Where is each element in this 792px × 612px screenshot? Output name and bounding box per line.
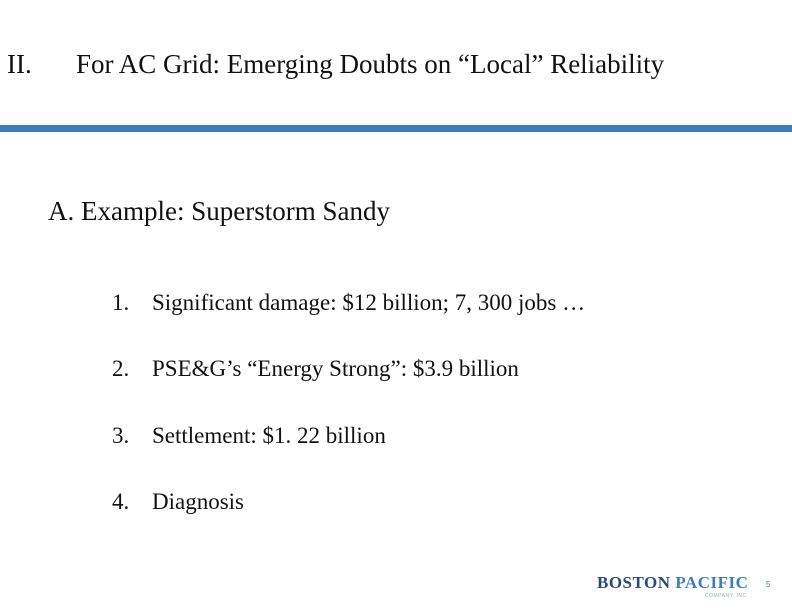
- list-item-number: 2.: [112, 356, 130, 381]
- list-item-text: PSE&G’s “Energy Strong”: $3.9 billion: [152, 356, 519, 381]
- list-item: [112, 287, 585, 319]
- list-item: [112, 420, 386, 452]
- logo-word-pacific: PACIFIC: [675, 573, 749, 592]
- list-item-text: Settlement: $1. 22 billion: [152, 423, 386, 448]
- section-heading: A. Example: Superstorm Sandy: [48, 196, 390, 226]
- page-number: 5: [766, 580, 771, 589]
- title-divider-bar: [0, 125, 792, 132]
- slide-title: [0, 44, 792, 84]
- logo-word-boston: BOSTON: [597, 573, 671, 592]
- logo-subtitle: COMPANY, INC: [705, 593, 747, 599]
- list-item-number: 4.: [112, 489, 130, 514]
- list-item: [112, 353, 519, 385]
- logo-wordmark: [597, 573, 757, 593]
- list-item-text: Diagnosis: [152, 489, 244, 514]
- list-item-number: 1.: [112, 290, 130, 315]
- list-item-text: Significant damage: $12 billion; 7, 300 jobs …: [152, 290, 586, 315]
- title-text: For AC Grid: Emerging Doubts on “Local” Reliability: [76, 49, 665, 79]
- company-logo: [597, 573, 757, 603]
- list-item-number: 3.: [112, 423, 130, 448]
- title-number: II.: [7, 49, 32, 79]
- list-item: [112, 486, 244, 518]
